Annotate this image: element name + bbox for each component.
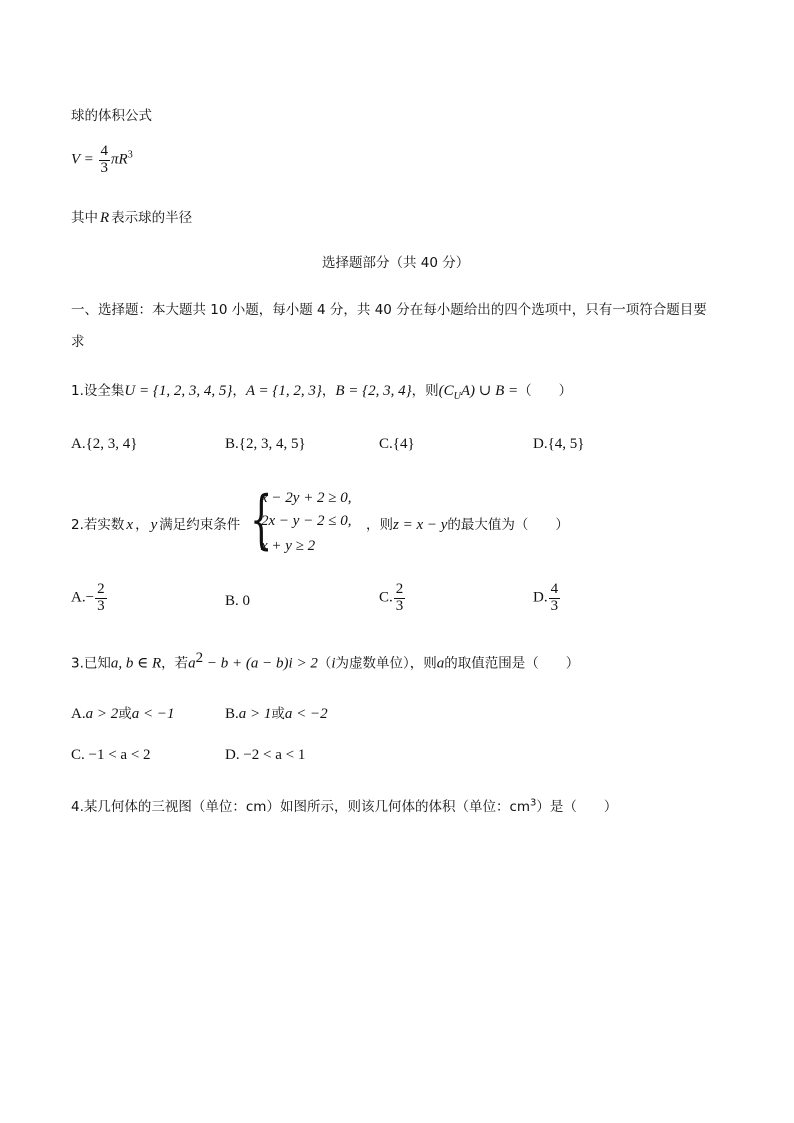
question-1 (71, 379, 572, 402)
q2-option-b: B. 0 (225, 593, 251, 609)
formula-numerator: 4 (100, 143, 109, 159)
q2-system-brace: { (250, 483, 273, 557)
formula-fraction (99, 144, 111, 177)
q1-set-u: U = {1, 2, 3, 4, 5} (124, 383, 233, 399)
question-4: 4.某几何体的三视图（单位：cm）如图所示，则该几何体的体积（单位：$cm^3$）是（ ） (71, 797, 618, 815)
q2-option-a: A.− $\frac{2}{3}$ (71, 581, 105, 614)
q2-constraint-1: x − 2y + 2 ≥ 0, (261, 490, 352, 506)
q1-expr: $(C_UA)$ ∪ B = (438, 383, 519, 402)
radius-note-post: 表示球的半径 (111, 210, 193, 226)
instructions-line-1: 一、选择题：本大题共 10 小题，每小题 4 分，共 40 分在每小题给出的四个选项中，只有一项符合题目要 (71, 302, 707, 318)
formula-header: 球的体积公式 (71, 108, 152, 124)
radius-var: R (100, 210, 110, 226)
q1-answer-paren: （ ） (518, 383, 573, 399)
q1-sep-2: ， (321, 383, 336, 399)
q1-sep-1: ， (232, 383, 246, 399)
formula-lhs: V = (71, 151, 94, 168)
q2-suffix-text: ，则z = x − y的最大值为（ ） (366, 517, 569, 533)
q1-set-b: B = {2, 3, 4} (335, 383, 412, 399)
q1-option-c: C.{4} (379, 436, 415, 452)
section-title: 选择题部分（共 40 分） (322, 255, 470, 271)
q2-constraint-2: 2x − y − 2 ≤ 0, (261, 513, 352, 529)
question-3: 3.已知a, b ∈ R，若$a^2 - b + (a - b)i > 2(i$为虚数单位），则a的取值范围是（ ） (71, 650, 580, 672)
radius-note (71, 206, 192, 227)
q3-option-b: B.a > 1或a < −2 (225, 706, 328, 722)
q1-prefix: 1.设全集 (71, 383, 125, 399)
q1-option-b: B.{2, 3, 4, 5} (225, 436, 306, 452)
q3-option-c: C. −1 < a < 2 (71, 747, 151, 763)
formula-exponent: 3 (127, 149, 133, 161)
q3-option-d: D. −2 < a < 1 (225, 747, 306, 763)
q2-option-c: C. $\frac{2}{3}$ (379, 581, 404, 614)
q1-option-a: A.{2, 3, 4} (71, 436, 138, 452)
q1-option-d: D.{4, 5} (533, 436, 585, 452)
q2-constraint-3: x + y ≥ 2 (261, 538, 316, 554)
q1-then: ，则 (411, 383, 439, 399)
q1-set-a: A = {1, 2, 3} (245, 383, 322, 399)
q3-option-a: A.a > 2或a < −1 (71, 706, 175, 722)
q2-option-d: D. $\frac{4}{3}$ (533, 581, 559, 614)
formula-rest: πR (111, 151, 128, 168)
formula-denominator: 3 (100, 159, 109, 176)
sphere-volume-formula (71, 144, 133, 177)
radius-note-pre: 其中 (71, 210, 98, 226)
instructions-line-2: 求 (71, 334, 85, 350)
q2-prefix-text: 2.若实数 x ， y 满足约束条件 (71, 517, 241, 533)
